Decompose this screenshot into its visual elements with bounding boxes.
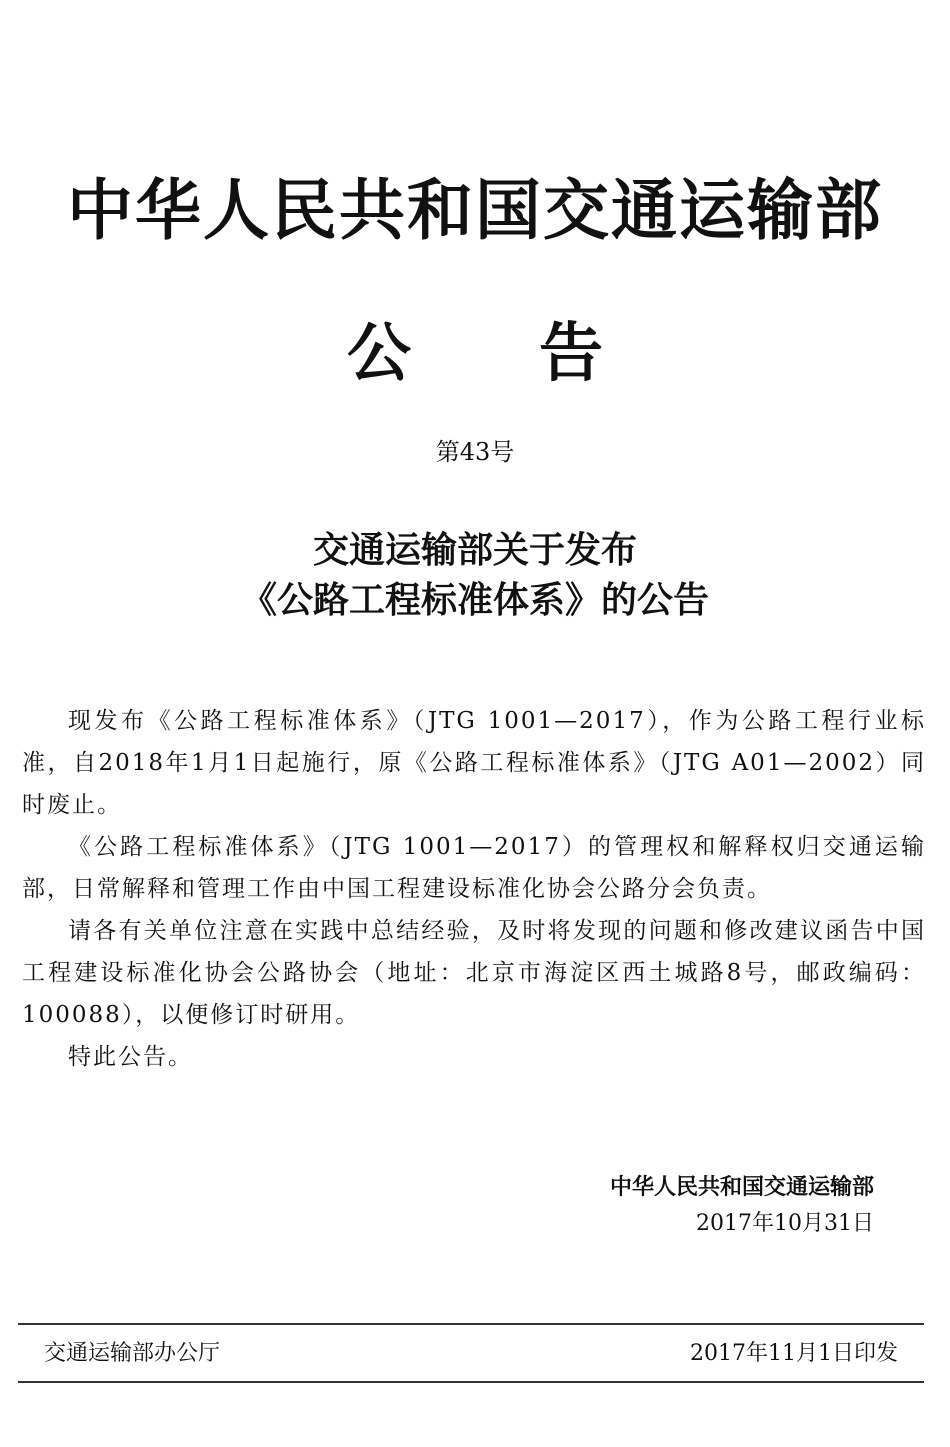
notice-number: 第43号 [435, 438, 515, 466]
notice-subject-line-2: 《公路工程标准体系》的公告 [240, 580, 709, 621]
signature-date: 2017年10月31日 [696, 1211, 874, 1236]
notice-subject [0, 526, 950, 626]
footer-issue-date: 2017年11月1日印发 [690, 1341, 898, 1366]
notice-body [22, 700, 926, 1078]
body-paragraph-3: 请各有关单位注意在实践中总结经验，及时将发现的问题和修改建议函告中国工程建设标准化协会公路协会（地址：北京市海淀区西土城路8号，邮政编码：100088），以便修订时研用。 [22, 918, 926, 1028]
ministry-title: 中华人民共和国交通运输部 [67, 172, 883, 249]
footer-divider-top [18, 1323, 924, 1325]
notice-heading: 公 告 [347, 317, 603, 391]
signature-block [610, 1170, 874, 1242]
body-paragraph-4: 特此公告。 [68, 1044, 193, 1070]
notice-subject-line-1: 交通运输部关于发布 [312, 530, 637, 571]
footer-office: 交通运输部办公厅 [44, 1341, 221, 1366]
body-paragraph-1: 现发布《公路工程标准体系》（JTG 1001—2017），作为公路工程行业标准，自2018年1月1日起施行，原《公路工程标准体系》（JTG A01—2002）同时废止。 [22, 708, 926, 818]
signature-organization: 中华人民共和国交通运输部 [609, 1175, 874, 1200]
body-paragraph-2: 《公路工程标准体系》（JTG 1001—2017）的管理权和解释权归交通运输部，日常解释和管理工作由中国工程建设标准化协会公路分会负责。 [22, 834, 926, 902]
footer-divider-bottom [18, 1381, 924, 1383]
